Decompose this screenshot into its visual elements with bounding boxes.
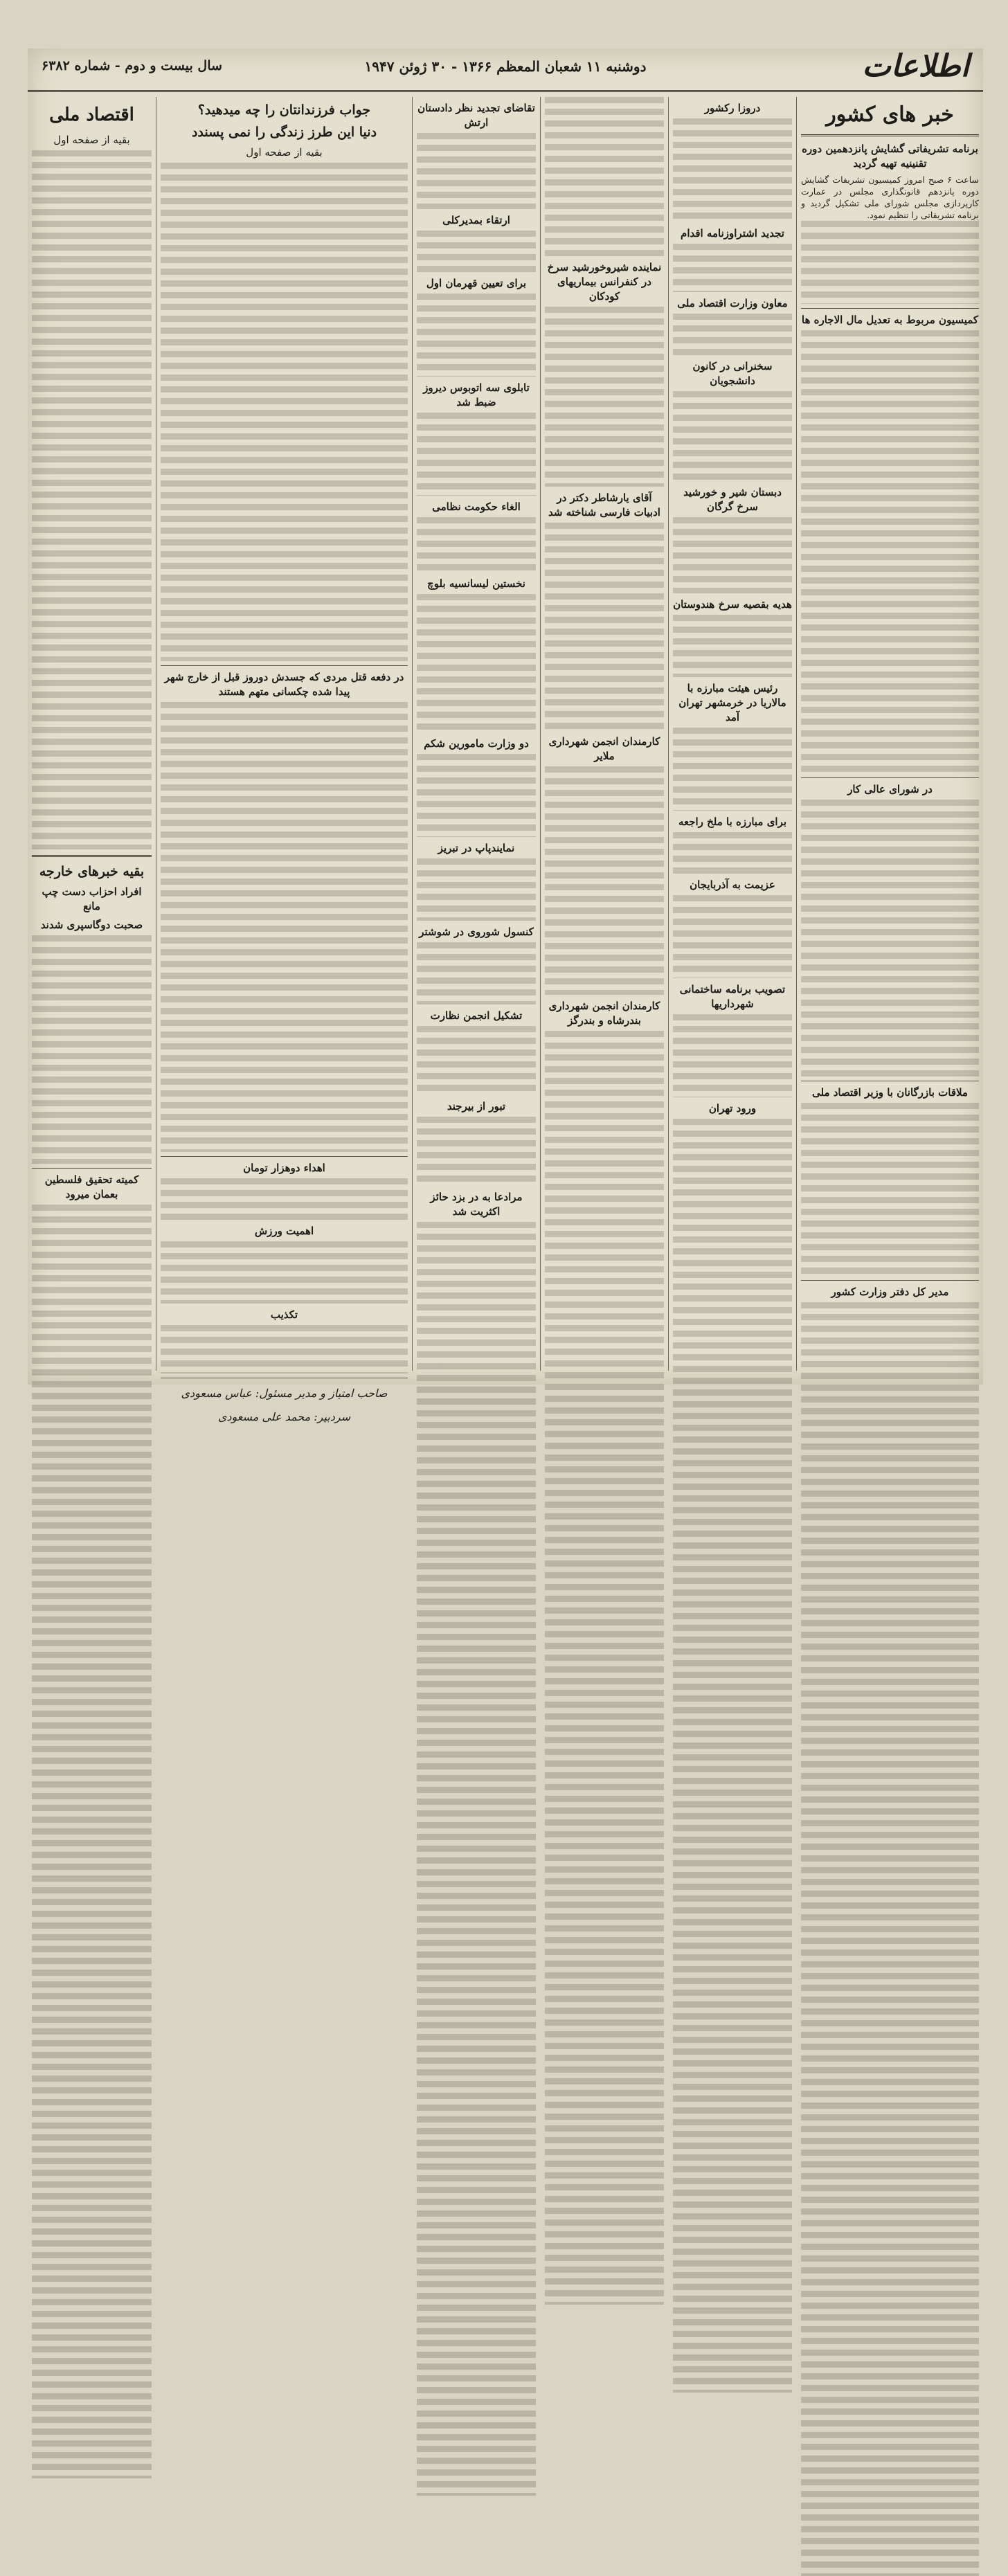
headline: دو وزارت مامورین شکم (424, 737, 529, 750)
headline: کمیسیون مربوط به تعدیل مال الاجاره ها (801, 314, 979, 326)
column-domestic-news (796, 97, 983, 1371)
headline: کنسول شوروی در شوشتر (419, 926, 534, 938)
headline: معاون وزارت اقتصاد ملی (677, 297, 788, 309)
column-economy (28, 97, 156, 1371)
headline: الغاء حکومت نظامی (432, 501, 521, 513)
column-court-news (412, 97, 540, 1371)
newspaper-page (28, 48, 983, 1423)
column-culture-news (540, 97, 668, 1371)
headline: اهمیت ورزش (254, 1225, 314, 1237)
article-text: ساعت ۶ صبح امروز کمیسیون تشریفات گشایش دوره پانزدهم قانونگذاری مجلس در عمارت کارپردازی مجلس شورای ملی تشکیل گردید و برنامه تشریفاتی را تنظیم نمود. (801, 174, 980, 220)
headline: نخستین لیسانسیه بلوچ (427, 577, 525, 590)
column-misc-news (668, 97, 796, 1371)
column-feature (156, 97, 412, 1423)
headline: صحبت دوگاسپری شدند (40, 919, 143, 931)
headline: تشکیل انجمن نظارت (430, 1009, 523, 1022)
headline: تصویب برنامه ساختمانی شهرداریها (679, 983, 786, 1010)
section-title: خبر های کشور (826, 102, 954, 127)
headline: نماینده شیروخورشید سرخ در کنفرانس بیماریهای کودکان (547, 261, 662, 303)
headline: نمایندپاپ در تبریز (438, 842, 515, 854)
continuation-note: بقیه از صفحه اول (53, 134, 130, 146)
headline: تجدید اشتراوزنامه اقدام (681, 227, 784, 240)
issue-number: سال بیست و دوم - شماره ۶۳۸۲ (42, 58, 222, 73)
headline: کمیته تحقیق فلسطین بعمان میرود (44, 1173, 139, 1200)
publisher-signature: صاحب امتیاز و مدیر مسئول: عباس مسعودی (181, 1387, 388, 1400)
headline: تابلوی سه اتوبوس دیروز ضبط شد (423, 381, 530, 408)
headline: مدیر کل دفتر وزارت کشور (831, 1286, 949, 1298)
headline: تکذیب (270, 1308, 298, 1321)
headline: رئیس هیئت مبارزه با مالاریا در خرمشهر تهران آمد (678, 682, 786, 723)
newspaper-logo: اطلاعات (862, 48, 969, 84)
headline: کارمندان انجمن شهرداری ملایر (548, 735, 660, 762)
issue-date: دوشنبه ۱۱ شعبان المعظم ۱۳۶۶ - ۳۰ ژوئن ۱۹۴۷ (364, 58, 647, 75)
headline: افراد احزاب دست چپ مانع (42, 885, 142, 912)
headline: برنامه تشریفاتی گشایش پانزدهمین دوره تقنینیه تهیه گردید (802, 143, 978, 170)
headline: برای مبارزه با ملخ راجعه (678, 816, 787, 828)
editor-signature: سردبیر: محمد علی مسعودی (217, 1410, 351, 1423)
headline: تبور از بیرجند (447, 1100, 506, 1113)
headline: در دفعه قتل مردی که جسدش دوروز قبل از خارج شهر پیدا شده چکسانی متهم هستند (164, 671, 404, 698)
headline: جواب فرزندانتان را چه میدهید؟ (197, 102, 371, 118)
headline: دبستان شیر و خورشید سرخ گرگان (683, 486, 782, 513)
headline: هدیه بقصیه سرخ هندوستان (673, 598, 792, 611)
masthead (28, 48, 983, 92)
headline: دروزا رکشور (704, 102, 761, 114)
headline: ورود تهران (708, 1102, 757, 1115)
headline: برای تعیین قهرمان اول (426, 277, 527, 289)
continuation-note: بقیه از صفحه اول (246, 146, 323, 159)
headline: ملاقات بازرگانان با وزیر اقتصاد ملی (812, 1086, 968, 1099)
headline: بقیه خبرهای خارجه (39, 864, 145, 879)
headline: تقاضای تجدید نظر دادستان ارتش (417, 102, 535, 129)
section-title: اقتصاد ملی (49, 105, 134, 125)
headline: دنیا این طرز زندگی را نمی پسندد (191, 125, 377, 140)
headline: آقای یارشاطر دکتر در ادبیات فارسی شناخته شد (548, 492, 660, 519)
headline: در شورای عالی کار (847, 783, 933, 795)
headline: عزیمت به آذربایجان (690, 879, 775, 891)
headline: ارتقاء بمدیرکلی (442, 214, 510, 226)
headline: مرادعا به در بزد حائز اکثریت شد (430, 1191, 523, 1218)
headline: سخنرانی در کانون دانشجویان (692, 360, 773, 387)
headline: کارمندان انجمن شهرداری بندرشاه و بندرگز (548, 1000, 660, 1027)
headline: اهداء دوهزار تومان (243, 1162, 325, 1174)
